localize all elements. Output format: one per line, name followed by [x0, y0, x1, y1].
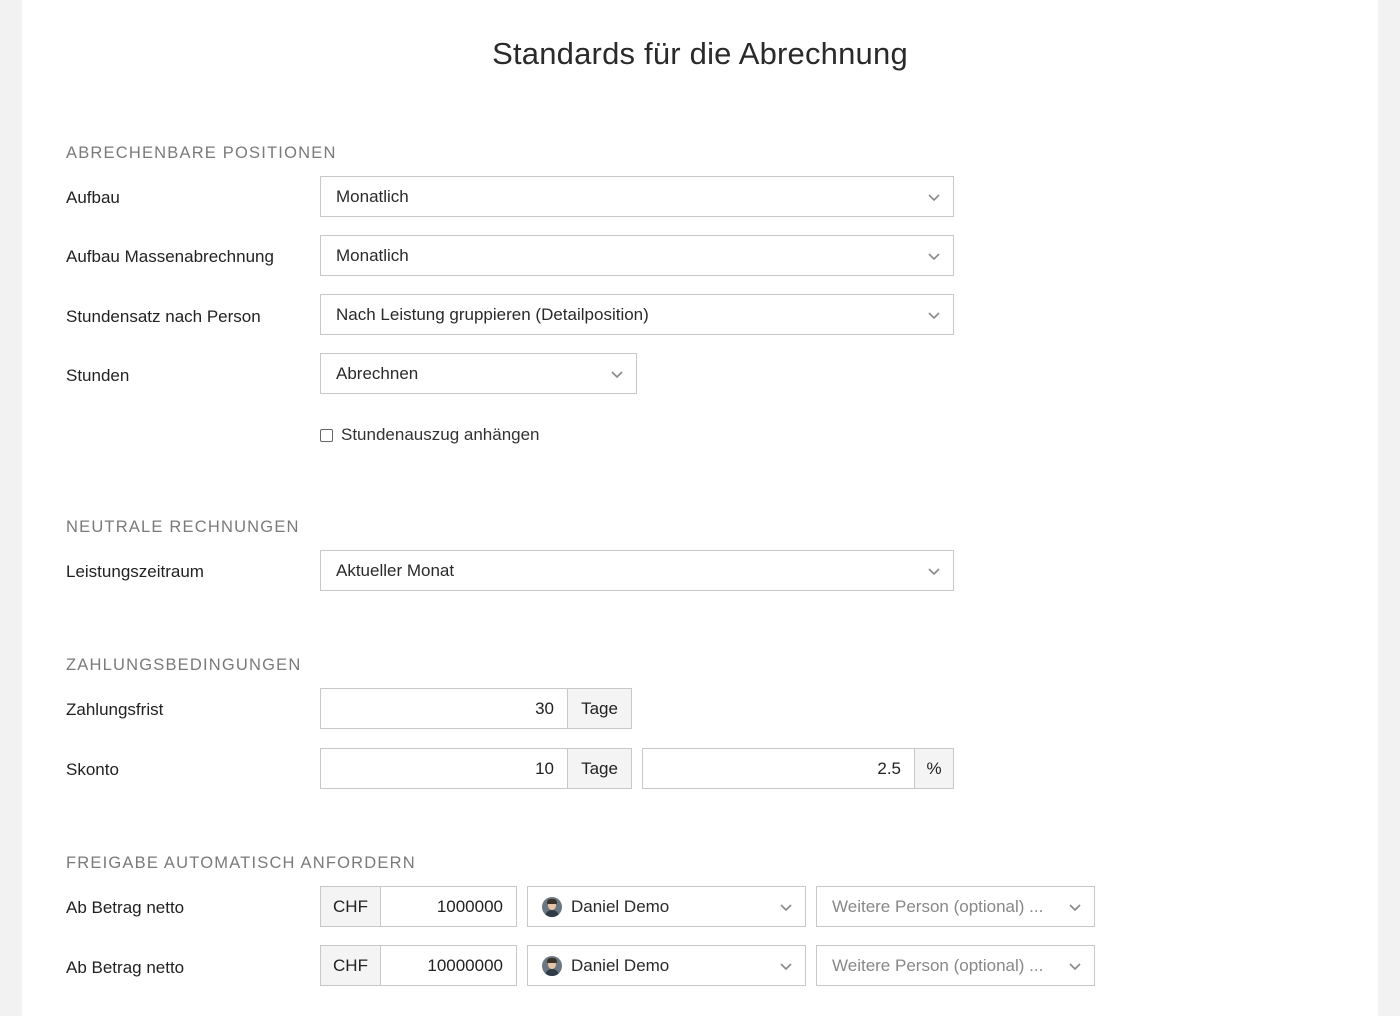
chevron-down-icon	[779, 900, 793, 914]
approval-row-1-person-select[interactable]	[527, 886, 806, 927]
zahlungsfrist-group	[320, 688, 632, 729]
stundensatz-label: Stundensatz nach Person	[66, 307, 261, 326]
leistungszeitraum-select[interactable]	[320, 550, 954, 591]
section-approval-heading: FREIGABE AUTOMATISCH ANFORDERN	[66, 854, 416, 872]
approval-row-2-further-placeholder: Weitere Person (optional) ...	[832, 956, 1044, 975]
section-payment-heading: ZAHLUNGSBEDINGUNGEN	[66, 656, 302, 674]
skonto-days-group	[320, 748, 632, 789]
approval-row-2-label: Ab Betrag netto	[66, 958, 185, 977]
skonto-percent-group	[642, 748, 954, 789]
approval-row-1-further-person-select[interactable]	[816, 886, 1095, 927]
aufbau-value: Monatlich	[336, 187, 409, 206]
skonto-percent-unit: %	[914, 749, 953, 788]
approval-row-1-further-placeholder: Weitere Person (optional) ...	[832, 897, 1044, 916]
chevron-down-icon	[927, 308, 941, 322]
section-billable-heading: ABRECHENBARE POSITIONEN	[66, 144, 337, 162]
approval-row-2-currency: CHF	[321, 946, 381, 985]
approval-row-1-amount-group	[320, 886, 517, 927]
stundenauszug-label[interactable]: Stundenauszug anhängen	[341, 425, 540, 444]
approval-row-1-person: Daniel Demo	[571, 897, 670, 916]
stundensatz-select[interactable]	[320, 294, 954, 335]
stundensatz-value: Nach Leistung gruppieren (Detailposition)	[336, 305, 649, 324]
skonto-label: Skonto	[66, 760, 119, 779]
chevron-down-icon	[927, 249, 941, 263]
aufbau-masse-label: Aufbau Massenabrechnung	[66, 247, 274, 266]
zahlungsfrist-unit: Tage	[567, 689, 631, 728]
approval-row-1-currency: CHF	[321, 887, 381, 926]
stunden-label: Stunden	[66, 366, 130, 385]
stunden-value: Abrechnen	[336, 364, 419, 383]
approval-row-1-label: Ab Betrag netto	[66, 898, 185, 917]
zahlungsfrist-label: Zahlungsfrist	[66, 700, 164, 719]
leistungszeitraum-label: Leistungszeitraum	[66, 562, 204, 581]
chevron-down-icon	[779, 959, 793, 973]
skonto-percent-input[interactable]: 2.5	[877, 759, 901, 778]
aufbau-masse-value: Monatlich	[336, 246, 409, 265]
stundenauszug-checkbox-row[interactable]	[320, 425, 540, 445]
stundenauszug-checkbox[interactable]	[320, 429, 333, 442]
approval-row-2-amount-input[interactable]: 10000000	[427, 956, 503, 975]
approval-row-2-person-select[interactable]	[527, 945, 806, 986]
skonto-days-input[interactable]: 10	[535, 759, 554, 778]
approval-row-2-amount-group	[320, 945, 517, 986]
approval-row-2-further-person-select[interactable]	[816, 945, 1095, 986]
chevron-down-icon	[1068, 959, 1082, 973]
aufbau-masse-select[interactable]	[320, 235, 954, 276]
stunden-select[interactable]	[320, 353, 637, 394]
page-title: Standards für die Abrechnung	[492, 36, 908, 71]
user-avatar-icon	[542, 897, 562, 917]
section-neutral-heading: NEUTRALE RECHNUNGEN	[66, 518, 300, 536]
chevron-down-icon	[1068, 900, 1082, 914]
chevron-down-icon	[927, 564, 941, 578]
aufbau-select[interactable]	[320, 176, 954, 217]
zahlungsfrist-input[interactable]: 30	[535, 699, 554, 718]
settings-panel	[22, 0, 1378, 1016]
skonto-days-unit: Tage	[567, 749, 631, 788]
chevron-down-icon	[927, 190, 941, 204]
approval-row-2-person: Daniel Demo	[571, 956, 670, 975]
approval-row-1-amount-input[interactable]: 1000000	[436, 897, 503, 916]
aufbau-label: Aufbau	[66, 188, 120, 207]
leistungszeitraum-value: Aktueller Monat	[336, 561, 455, 580]
chevron-down-icon	[610, 367, 624, 381]
user-avatar-icon	[542, 956, 562, 976]
